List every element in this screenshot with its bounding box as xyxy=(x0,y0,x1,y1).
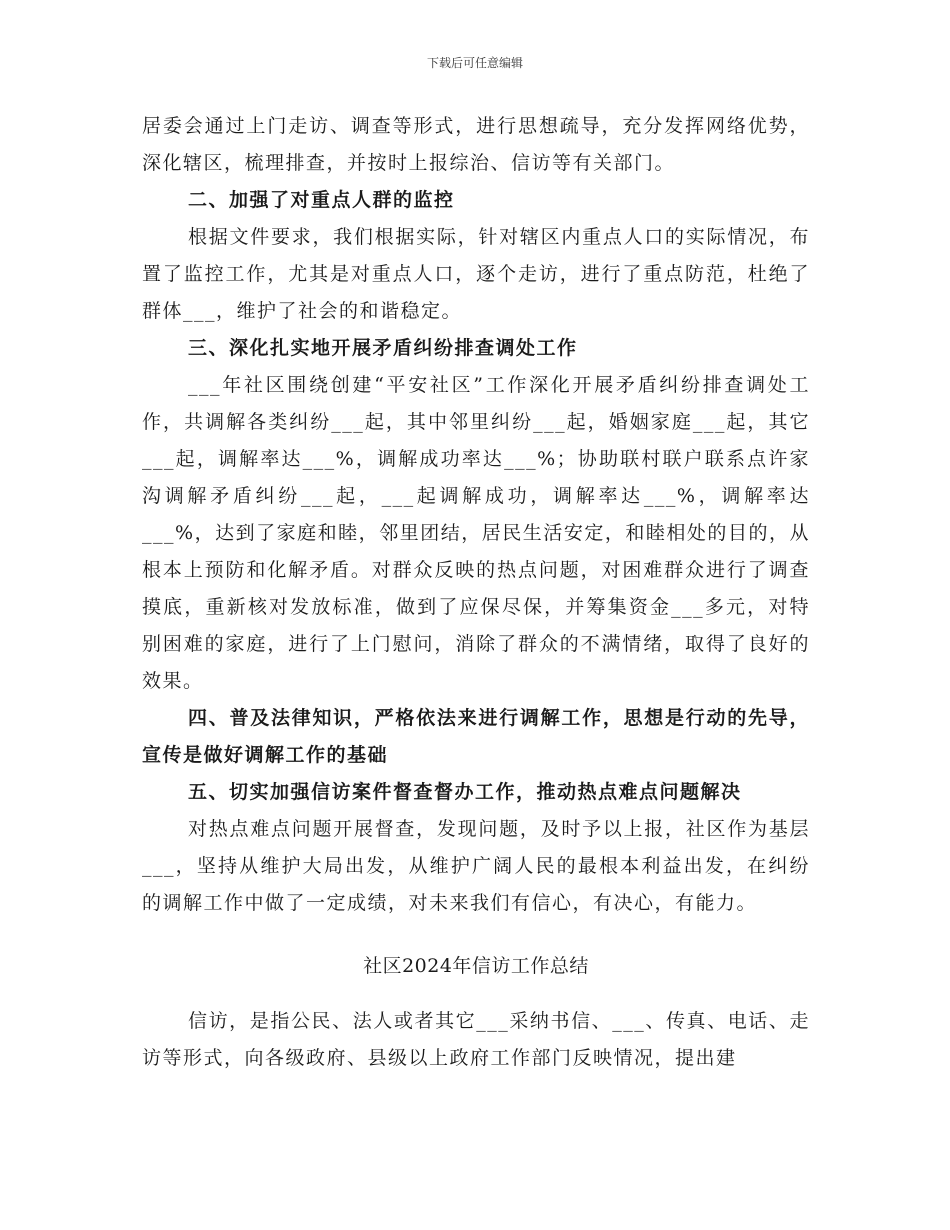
heading-section-5: 五、切实加强信访案件督查督办工作，推动热点难点问题解决 xyxy=(188,781,742,803)
paragraph-petition-intro: 信访，是指公民、法人或者其它___采纳书信、___、传真、电话、走访等形式，向各级政府、县级以上政府工作部门反映情况，提出建 xyxy=(142,1010,810,1069)
paragraph-continuation: 居委会通过上门走访、调查等形式，进行思想疏导，充分发挥网络优势，深化辖区，梳理排查，并按时上报综治、信访等有关部门。 xyxy=(142,115,810,174)
heading-section-2: 二、加强了对重点人群的监控 xyxy=(188,189,455,211)
paragraph-section-3: ___年社区围绕创建“平安社区”工作深化开展矛盾纠纷排查调处工作，共调解各类纠纷___起，其中邻里纠纷___起，婚姻家庭___起，其它___起，调解率达___%，调解成功率达___%；协助联村联户联系点许家沟调解矛盾纠纷___起，___起调解成功，调解率达___%，调解率达___%，达到了家庭和睦，邻里团结，居民生活安定，和睦相处的目的，从根本上预防和化解矛盾。对群众反映的热点问题，对困难群众进行了调查摸底，重新核对发放标准，做到了应保尽保，并筹集资金___多元，对特别困难的家庭，进行了上门慰问，消除了群众的不满情绪，取得了良好的效果。 xyxy=(142,374,810,692)
section-title: 社区2024年信访工作总结 xyxy=(363,955,589,977)
heading-section-4: 四、普及法律知识，严格依法来进行调解工作，思想是行动的先导，宣传是做好调解工作的基础 xyxy=(142,707,810,766)
page-header: 下载后可任意编辑 xyxy=(426,56,523,70)
heading-section-3: 三、深化扎实地开展矛盾纠纷排查调处工作 xyxy=(188,337,578,359)
paragraph-section-2: 根据文件要求，我们根据实际，针对辖区内重点人口的实际情况，布置了监控工作，尤其是对重点人口，逐个走访，进行了重点防范，杜绝了群体___，维护了社会的和谐稳定。 xyxy=(142,226,810,322)
paragraph-section-5: 对热点难点问题开展督查，发现问题，及时予以上报，社区作为基层___，坚持从维护大局出发，从维护广阔人民的最根本利益出发，在纠纷的调解工作中做了一定成绩，对未来我们有信心，有决心，有能力。 xyxy=(142,818,810,914)
document-body xyxy=(142,108,810,1077)
